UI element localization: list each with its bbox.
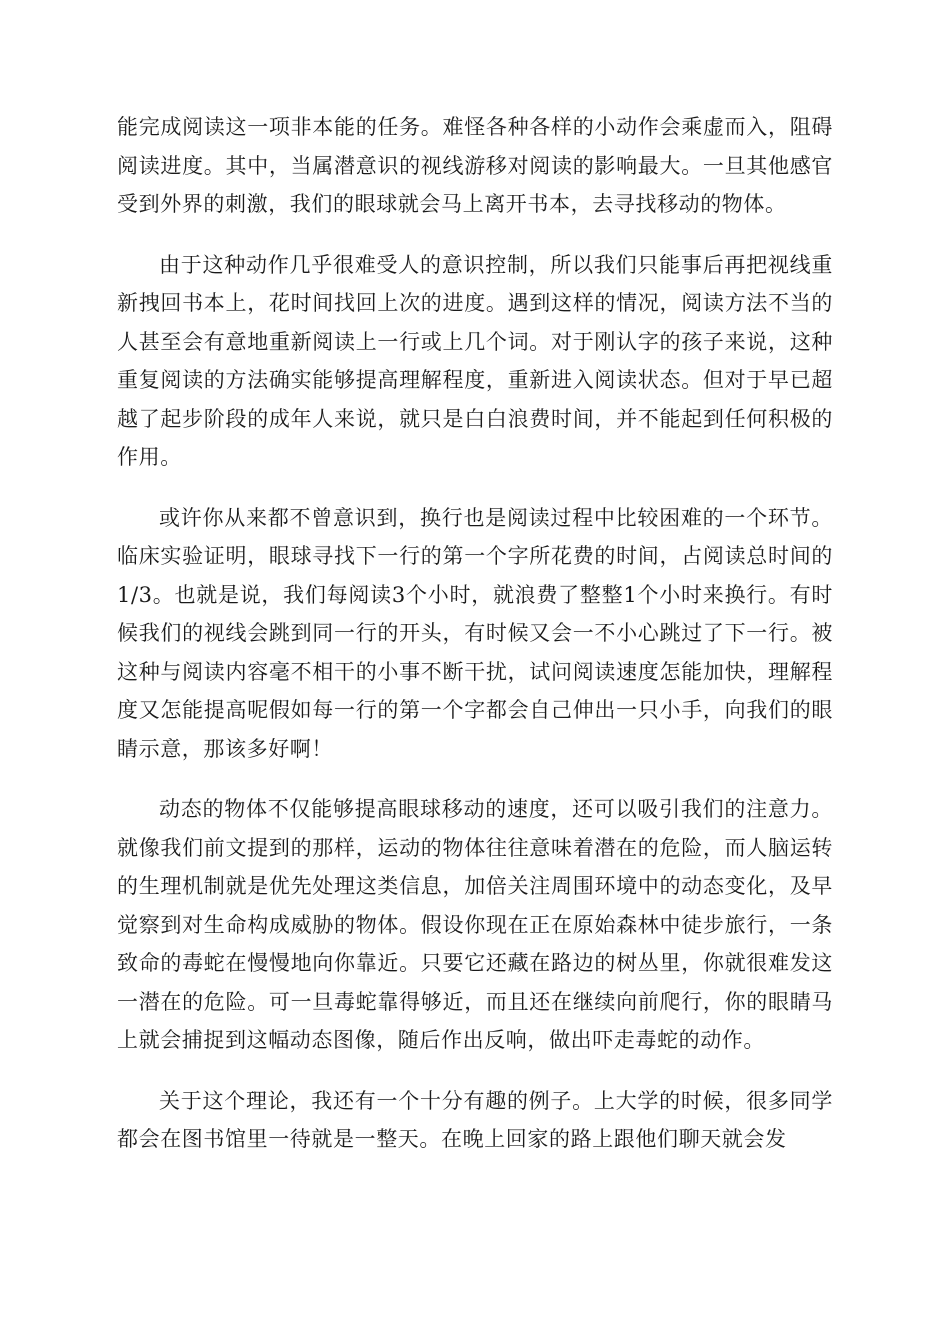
- paragraph-1: 能完成阅读这一项非本能的任务。难怪各种各样的小动作会乘虚而入，阻碍阅读进度。其中，当属潜意识的视线游移对阅读的影响最大。一旦其他感官受到外界的刺激，我们的眼球就会马上离开书本，去寻找移动的物体。: [117, 115, 833, 216]
- paragraph-2: 由于这种动作几乎很难受人的意识控制，所以我们只能事后再把视线重新拽回书本上，花时间找回上次的进度。遇到这样的情况，阅读方法不当的人甚至会有意地重新阅读上一行或上几个词。对于刚认字的孩子来说，这种重复阅读的方法确实能够提高理解程度，重新进入阅读状态。但对于早已超越了起步阶段的成年人来说，就只是白白浪费时间，并不能起到任何积极的作用。: [117, 252, 833, 469]
- paragraph-3: 或许你从来都不曾意识到，换行也是阅读过程中比较困难的一个环节。临床实验证明，眼球寻找下一行的第一个字所花费的时间，占阅读总时间的1/3。也就是说，我们每阅读3个小时，就浪费了整整1个小时来换行。有时候我们的视线会跳到同一行的开头，有时候又会一不小心跳过了下一行。被这种与阅读内容毫不相干的小事不断干扰，试问阅读速度怎能加快，理解程度又怎能提高呢假如每一行的第一个字都会自己伸出一只小手，向我们的眼睛示意，那该多好啊！: [117, 505, 833, 761]
- document-body: [117, 108, 833, 1181]
- paragraph-5: 关于这个理论，我还有一个十分有趣的例子。上大学的时候，很多同学都会在图书馆里一待就是一整天。在晚上回家的路上跟他们聊天就会发: [117, 1088, 833, 1151]
- paragraph-4: 动态的物体不仅能够提高眼球移动的速度，还可以吸引我们的注意力。就像我们前文提到的那样，运动的物体往往意味着潜在的危险，而人脑运转的生理机制就是优先处理这类信息，加倍关注周围环境中的动态变化，及早觉察到对生命构成威胁的物体。假设你现在正在原始森林中徒步旅行，一条致命的毒蛇在慢慢地向你靠近。只要它还藏在路边的树丛里，你就很难发这一潜在的危险。可一旦毒蛇靠得够近，而且还在继续向前爬行，你的眼睛马上就会捕捉到这幅动态图像，随后作出反响，做出吓走毒蛇的动作。: [117, 797, 833, 1052]
